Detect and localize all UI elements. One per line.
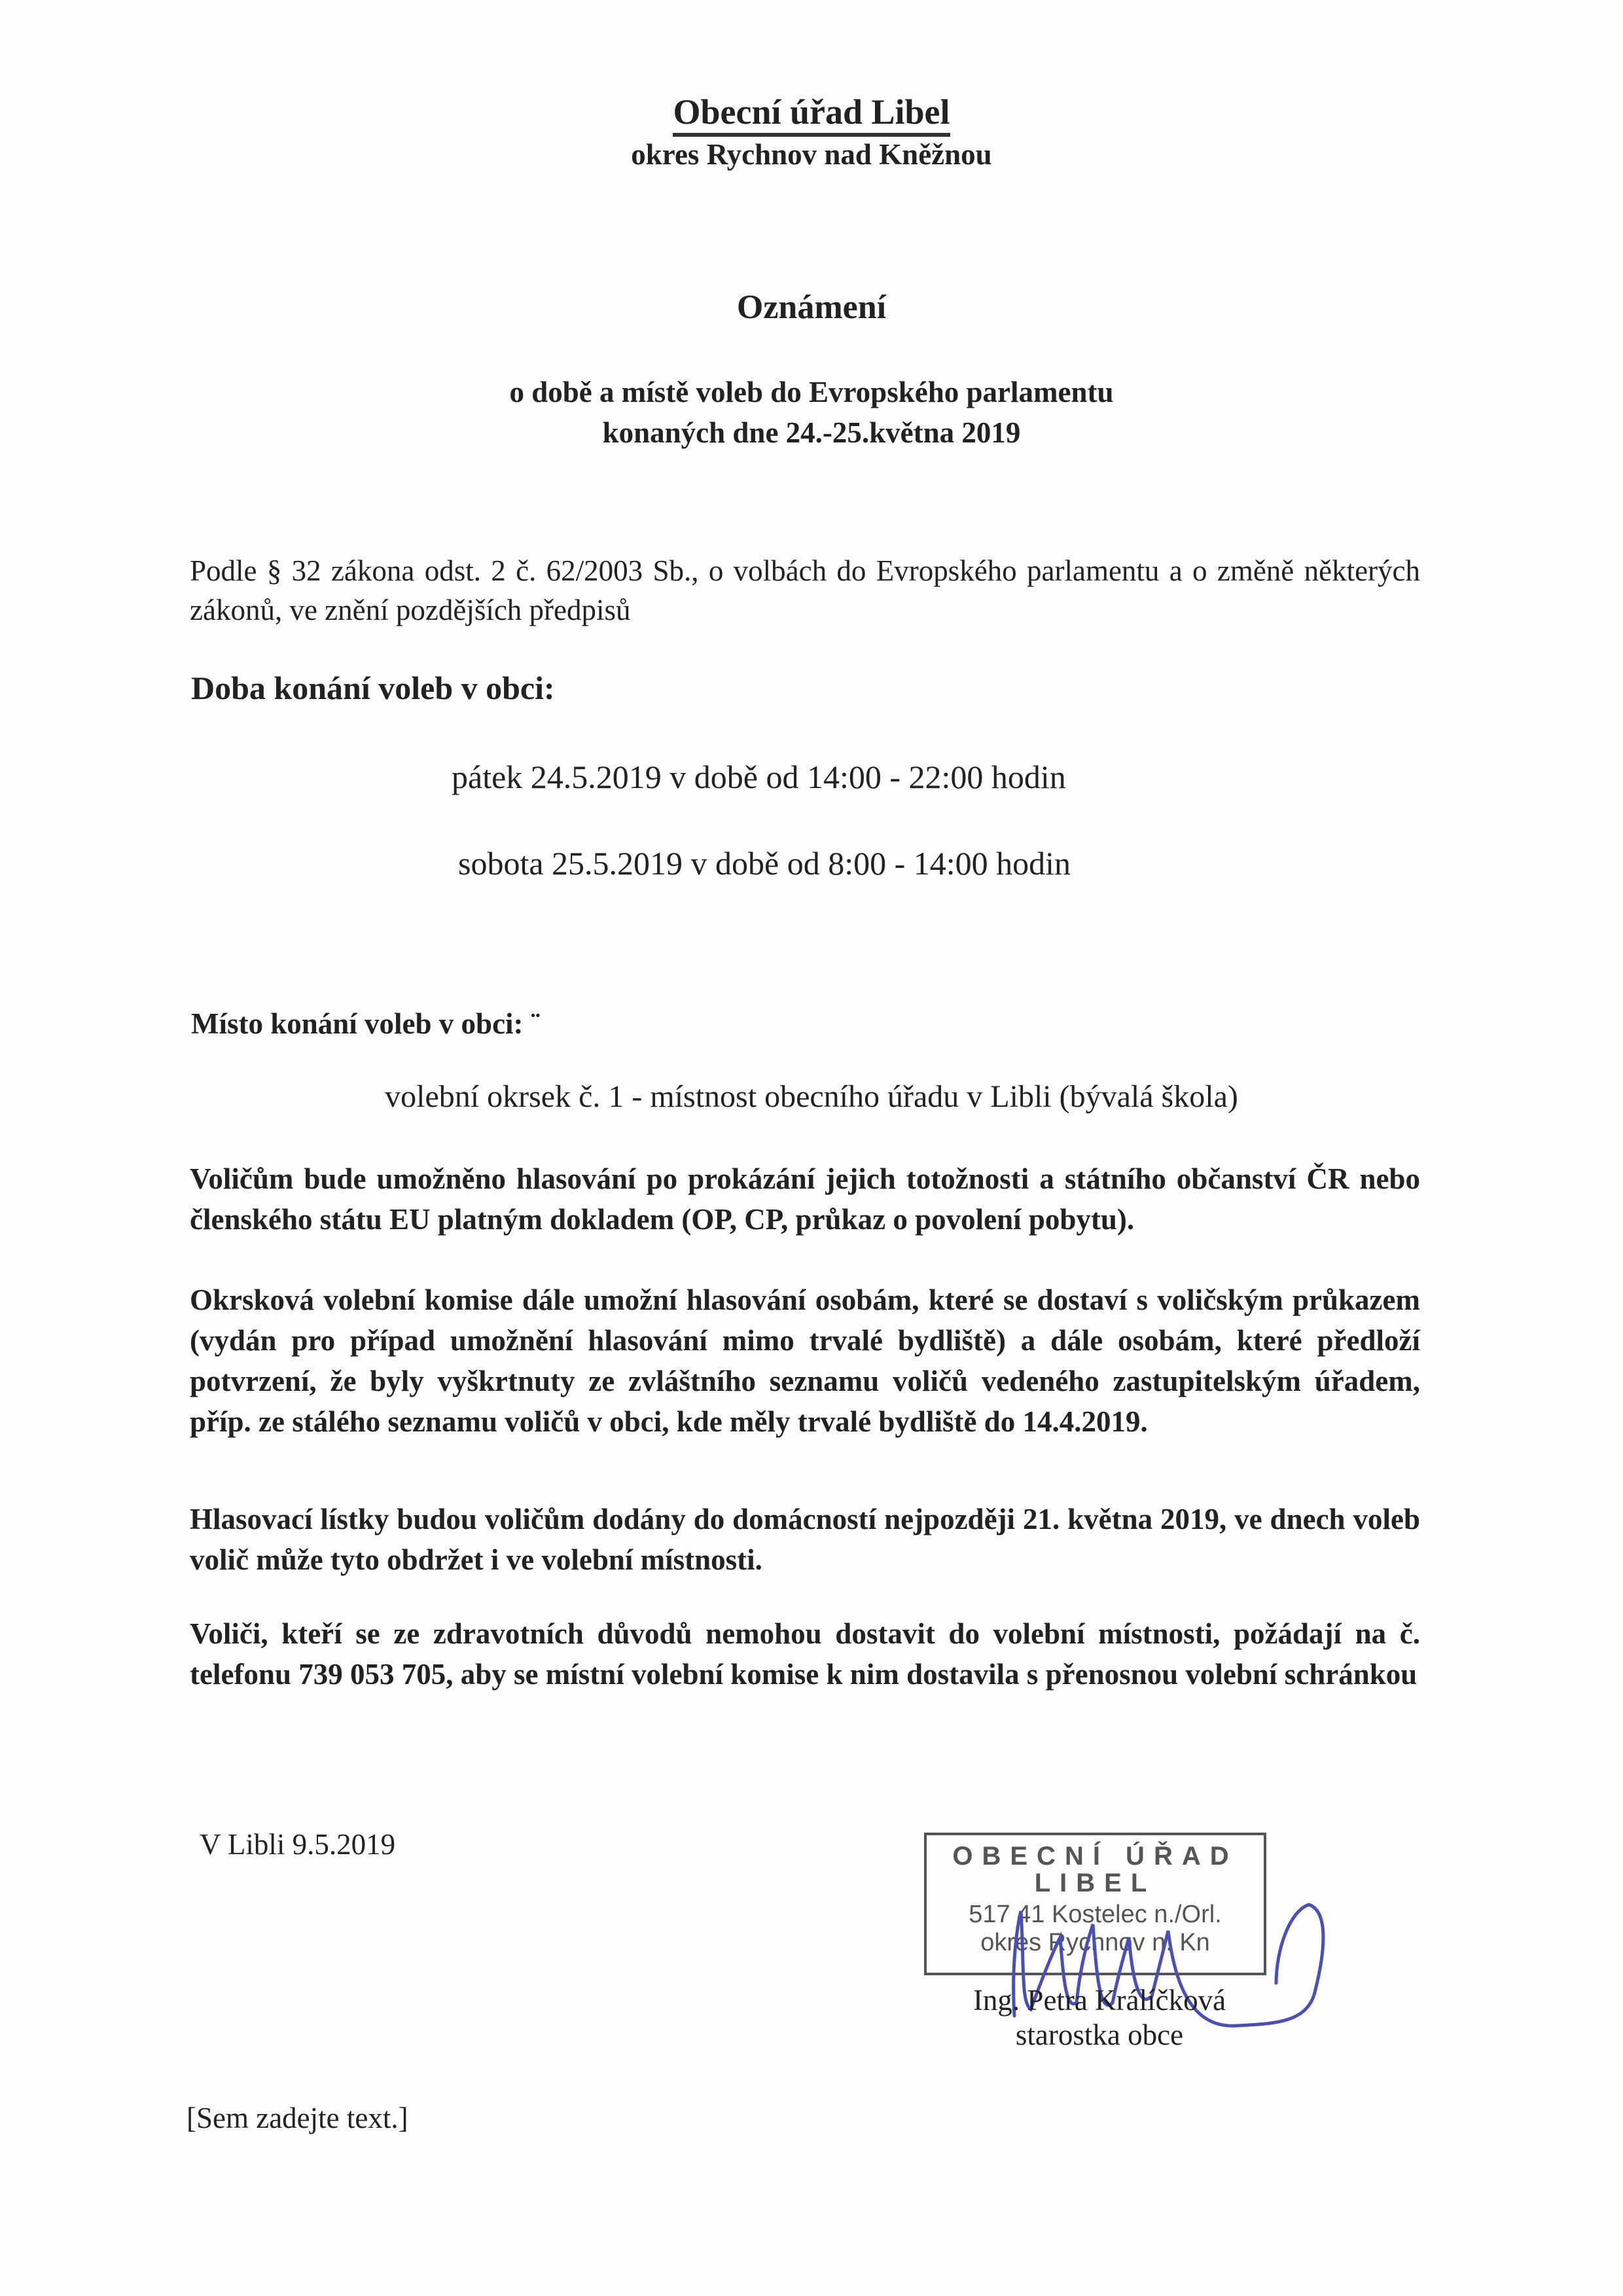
- place-location: volební okrsek č. 1 - místnost obecního úřadu v Libli (bývalá škola): [385, 1079, 1238, 1114]
- stamp-line-1: OBECNÍ ÚŘAD: [952, 1842, 1238, 1871]
- stamp-line-4: okres Rychnov n. Kn: [980, 1929, 1210, 1956]
- legal-basis: Podle § 32 zákona odst. 2 č. 62/2003 Sb., o volbách do Evropského parlamentu a o změně některých zákonů, ve znění pozdějších předpisů: [190, 554, 1420, 626]
- place-date: V Libli 9.5.2019: [200, 1828, 396, 1861]
- stamp-line-2: LIBEL: [1034, 1869, 1156, 1897]
- stamp-line-3: 517 41 Kostelec n./Orl.: [969, 1901, 1222, 1928]
- document-title: Oznámení: [736, 289, 887, 326]
- signatory-name: Ing. Petra Králíčková: [972, 1984, 1226, 2017]
- time-day-friday: pátek 24.5.2019 v době od 14:00 - 22:00 hodin: [452, 759, 1066, 795]
- signatory-role: starostka obce: [1015, 2018, 1184, 2051]
- time-section-heading: Doba konání voleb v obci:: [191, 670, 555, 706]
- paragraph-commission: Okrsková volební komise dále umožní hlasování osobám, které se dostaví s voličským průkazem (vydán pro případ umožnění hlasování mimo trvalé bydliště) a dále osobám, které předloží potvrzení, že byly vyškrtnuty ze zvláštního seznamu voličů vedeného zastupitelským úřadem, příp. ze stálého seznamu voličů v obci, kde měly trvalé bydliště do 14.4.2019.: [190, 1283, 1420, 1438]
- office-name: [0, 92, 1623, 132]
- paragraph-ballots: Hlasovací lístky budou voličům dodány do domácností nejpozději 21. května 2019, ve dnech voleb volič může tyto obdržet i ve volební místnosti.: [190, 1503, 1420, 1576]
- subtitle-line-2: konaných dne 24.-25.května 2019: [602, 416, 1021, 449]
- time-day-saturday: sobota 25.5.2019 v době od 8:00 - 14:00 hodin: [458, 845, 1071, 882]
- paragraph-mobile-box: Voliči, kteří se ze zdravotních důvodů nemohou dostavit do volební místnosti, požádají na č. telefonu 739 053 705, aby se místní volební komise k nim dostavila s přenosnou volební schránkou: [190, 1617, 1420, 1691]
- document-subtitle: [0, 372, 1623, 453]
- place-section-heading: Místo konání voleb v obci: ¨: [191, 1007, 541, 1040]
- office-district: okres Rychnov nad Kněžnou: [631, 138, 992, 171]
- paragraph-identity: Voličům bude umožněno hlasování po prokázání jejich totožnosti a státního občanství ČR nebo členského státu EU platným dokladem (OP, CP, průkaz o povolení pobytu).: [190, 1162, 1420, 1236]
- office-name-text: Obecní úřad Libel: [673, 92, 950, 137]
- text-placeholder[interactable]: [Sem zadejte text.]: [187, 2102, 408, 2134]
- subtitle-line-1: o době a místě voleb do Evropského parlamentu: [509, 376, 1114, 408]
